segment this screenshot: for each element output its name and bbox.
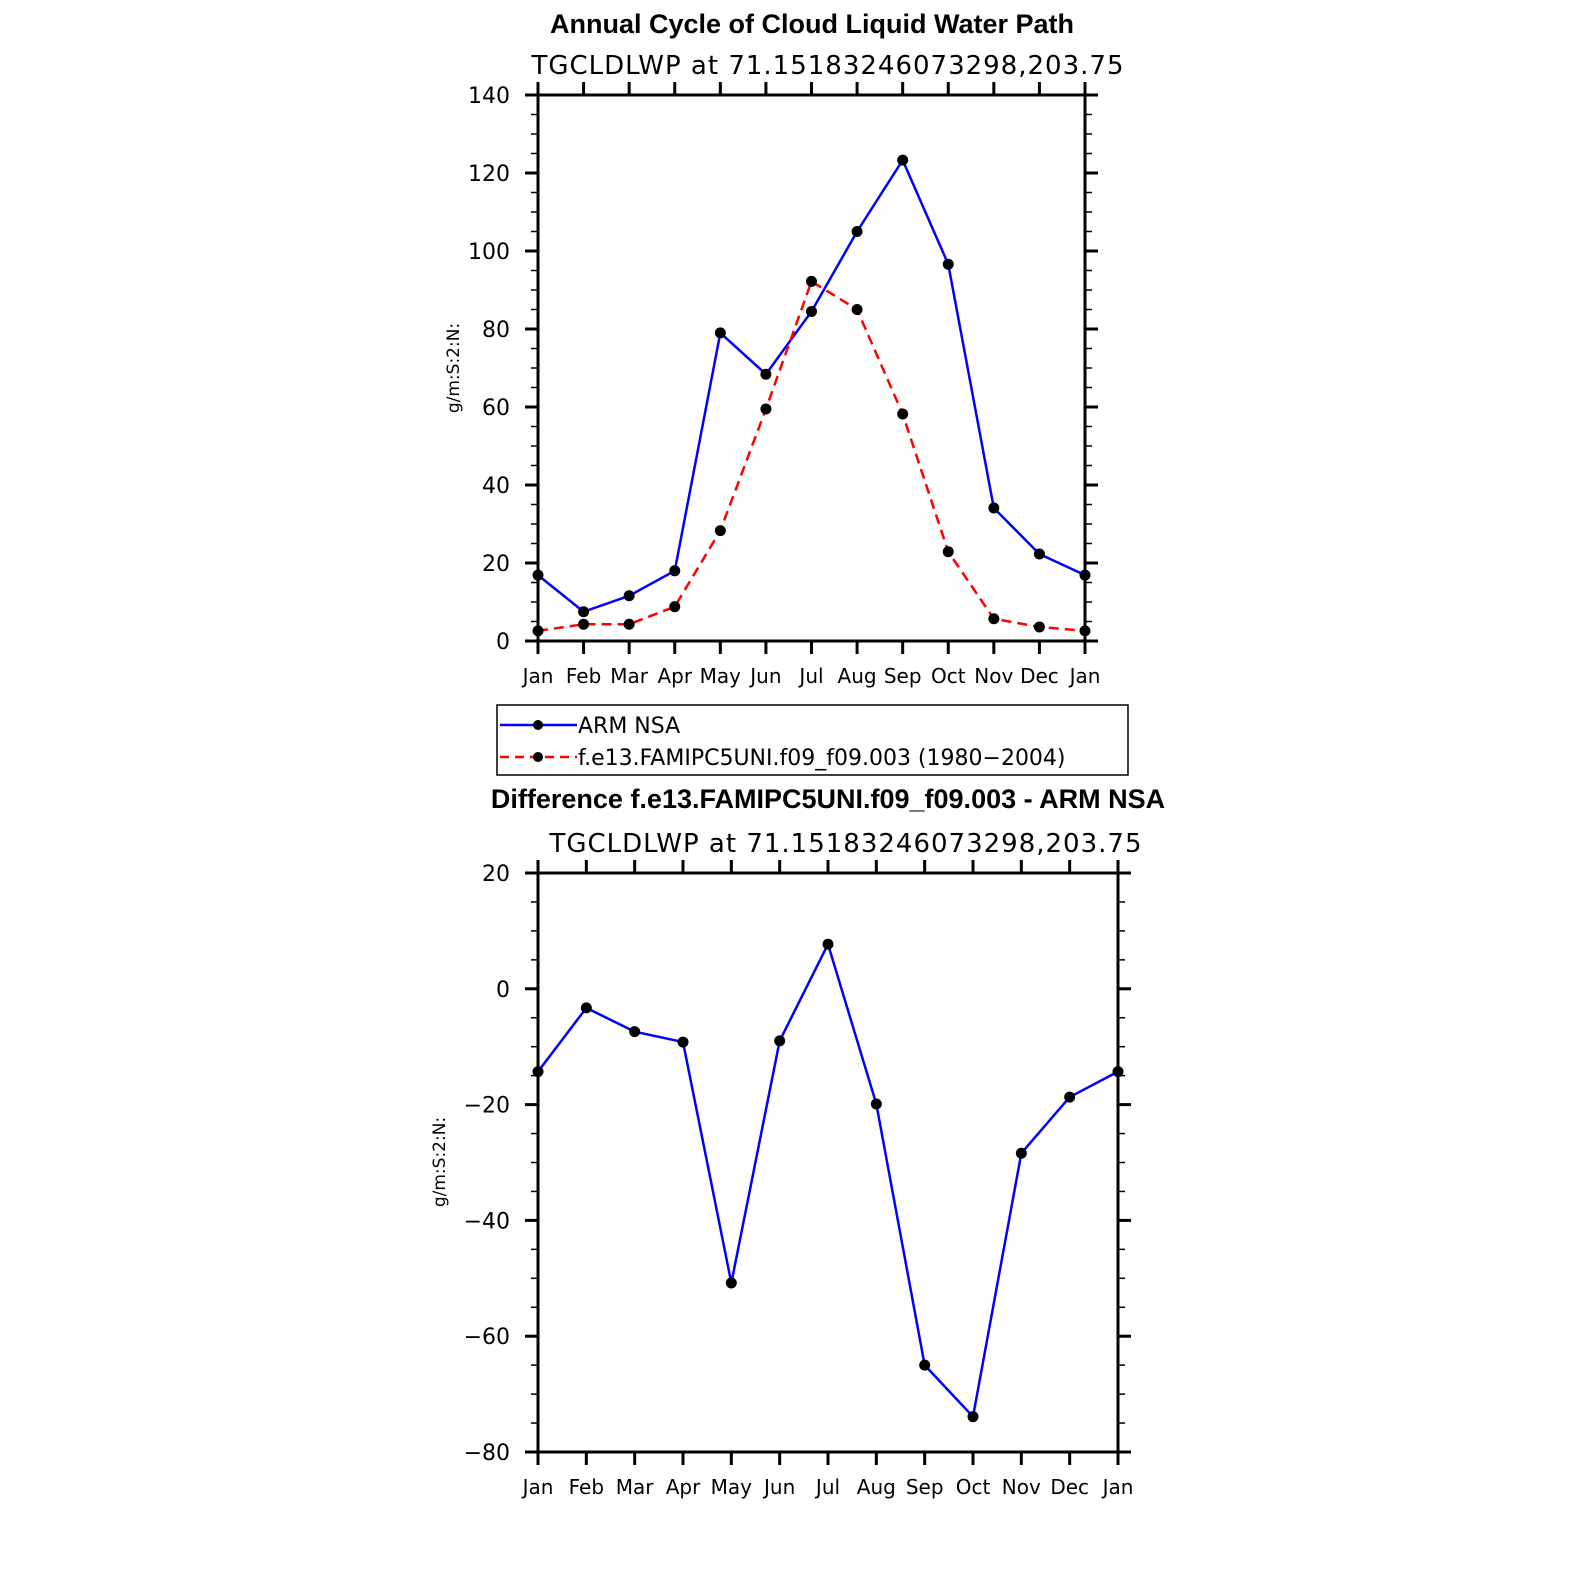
bottom-series-0-point [1064,1092,1075,1103]
top-series-1-point [669,601,680,612]
top-xtick-label: Jul [799,664,824,688]
bottom-ytick-label: 0 [496,977,510,1003]
top-series-1-point [1080,625,1091,636]
bottom-xtick-label: Feb [568,1475,605,1499]
top-series-1-point [988,613,999,624]
bottom-chart-title: Difference f.e13.FAMIPC5UNI.f09_f09.003 - ARM NSA [490,784,1166,814]
top-xtick-label: Sep [883,664,922,688]
top-series-1-line [538,281,1085,630]
top-xtick-label: Nov [974,664,1014,688]
top-xtick-label: Jun [750,664,782,688]
top-series-0-point [852,226,863,237]
top-plot-area [468,82,1100,688]
bottom-series-0-point [533,1066,544,1077]
top-series-0-point [624,590,635,601]
bottom-series-0-point [678,1037,689,1048]
top-chart-ylabel: g/m:S:2:N: [444,322,464,414]
bottom-frame [538,873,1118,1452]
bottom-ytick-label: −80 [463,1441,510,1466]
top-xtick-label: Oct [930,664,966,688]
bottom-ytick-label: −60 [463,1325,510,1351]
top-xtick-label: Apr [657,664,693,688]
top-series-0-point [1034,549,1045,560]
legend-label-model: f.e13.FAMIPC5UNI.f09_f09.003 (1980−2004) [578,746,1066,771]
top-ytick-label: 20 [482,552,510,577]
top-series-1-point [852,304,863,315]
top-series-0-point [897,155,908,166]
bottom-chart-subtitle: TGCLDLWP at 71.15183246073298,203.75 [549,829,1143,859]
top-ytick-label: 40 [482,474,510,499]
top-xtick-label: Jan [1069,664,1101,688]
bottom-series-0-point [871,1099,882,1110]
legend [497,705,1128,775]
top-ytick-label: 140 [468,84,510,109]
bottom-ytick-label: 20 [482,862,510,887]
top-series-0-point [806,306,817,317]
top-chart-subtitle: TGCLDLWP at 71.15183246073298,203.75 [531,51,1125,81]
top-ytick-label: 0 [496,630,510,655]
top-xtick-label: Aug [837,664,877,688]
bottom-plot-area [464,860,1134,1499]
bottom-xtick-label: Dec [1050,1475,1090,1499]
bottom-xtick-label: Jan [522,1475,554,1499]
bottom-xtick-label: Jul [815,1475,841,1499]
top-series-1-point [897,409,908,420]
top-xtick-label: Mar [610,664,649,688]
top-series-0-point [578,606,589,617]
bottom-series-0-point [774,1035,785,1046]
top-ytick-label: 60 [482,396,510,421]
top-series-0-line [538,160,1085,612]
bottom-xtick-label: Oct [955,1475,991,1499]
bottom-series-0-line [538,944,1118,1416]
bottom-xtick-label: Sep [905,1475,944,1499]
top-series-1-point [533,625,544,636]
bottom-xtick-label: Mar [615,1475,654,1499]
top-ytick-label: 100 [468,240,510,265]
bottom-xtick-label: Apr [665,1475,701,1499]
bottom-series-0-point [968,1411,979,1422]
bottom-xtick-label: May [710,1475,753,1499]
top-xtick-label: Jan [522,664,554,688]
top-series-0-point [715,327,726,338]
bottom-xtick-label: Jan [1102,1475,1134,1499]
bottom-chart [430,784,1165,1499]
top-series-0-point [988,503,999,514]
bottom-ytick-label: −40 [463,1209,510,1235]
legend-marker-model [533,752,543,762]
top-series-0-point [533,570,544,581]
bottom-series-0-point [823,939,834,950]
bottom-series-0-point [726,1277,737,1288]
bottom-series-0-point [1113,1066,1124,1077]
top-series-1-point [578,619,589,630]
top-series-1-point [943,546,954,557]
bottom-series-0-point [1016,1148,1027,1159]
top-ytick-label: 120 [468,162,510,187]
top-chart [444,9,1125,688]
top-series-1-point [1034,621,1045,632]
top-series-1-point [624,619,635,630]
bottom-series-0-point [919,1360,930,1371]
top-series-1-point [715,525,726,536]
bottom-chart-ylabel: g/m:S:2:N: [430,1116,450,1208]
top-xtick-label: Dec [1020,664,1059,688]
bottom-xtick-label: Aug [856,1475,896,1499]
top-series-0-point [669,565,680,576]
top-series-1-point [760,403,771,414]
top-frame [538,95,1085,641]
bottom-series-0-point [581,1002,592,1013]
bottom-xtick-label: Jun [764,1475,796,1499]
legend-label-arm-nsa: ARM NSA [578,714,681,739]
bottom-ytick-label: −20 [463,1093,510,1119]
bottom-series-0-point [629,1026,640,1037]
top-ytick-label: 80 [482,318,510,343]
top-xtick-label: Feb [565,664,602,688]
bottom-xtick-label: Nov [1001,1475,1041,1499]
top-series-0-point [1080,570,1091,581]
top-xtick-label: May [699,664,742,688]
top-series-0-point [943,259,954,270]
top-series-1-point [806,276,817,287]
top-series-0-point [760,369,771,380]
top-chart-title: Annual Cycle of Cloud Liquid Water Path [549,9,1075,39]
legend-marker-arm-nsa [533,720,543,730]
